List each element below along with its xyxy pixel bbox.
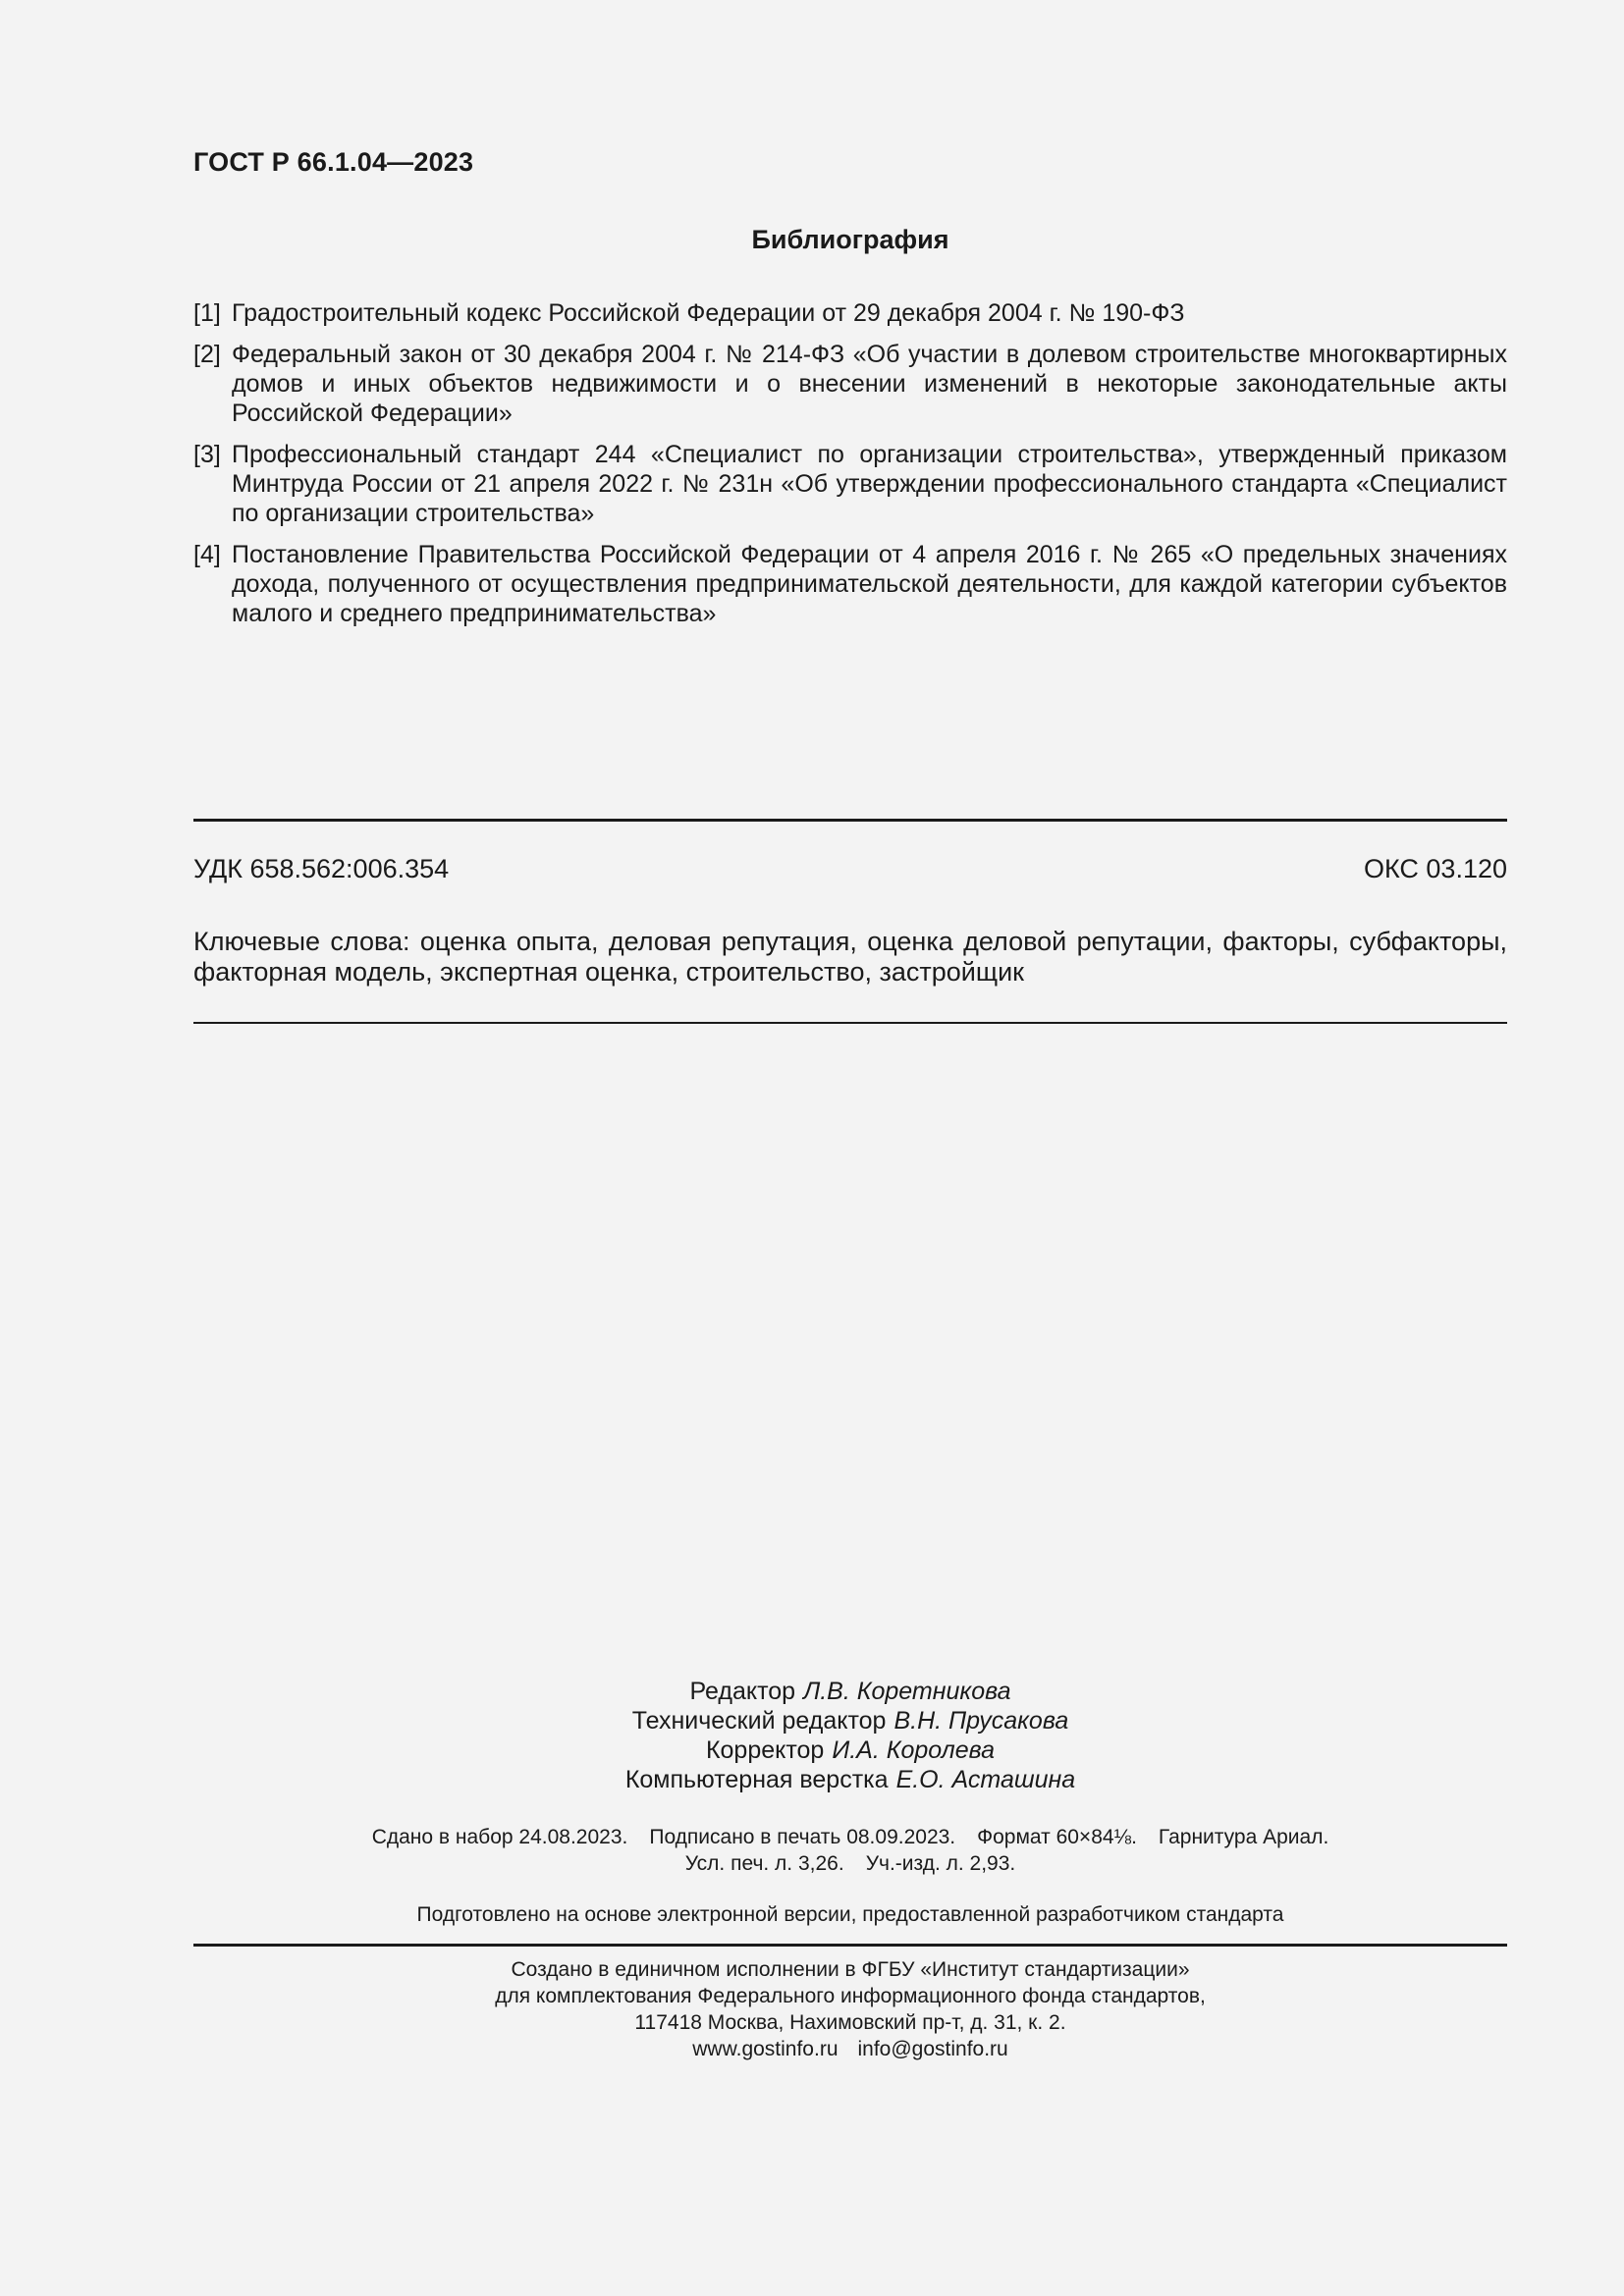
section-divider — [193, 819, 1507, 822]
document-code: ГОСТ Р 66.1.04—2023 — [193, 147, 474, 177]
paper-format: Формат 60×84⅛. — [977, 1826, 1137, 1848]
bibliography-item — [193, 540, 1507, 628]
credits-block — [193, 1677, 1507, 1794]
bibliography-item-number: [4] — [193, 541, 221, 568]
credit-line — [193, 1677, 1507, 1706]
udk-code: УДК 658.562:006.354 — [193, 854, 450, 883]
email-link[interactable]: info@gostinfo.ru — [857, 2038, 1008, 2060]
publisher-line: Создано в единичном исполнении в ФГБУ «Институт стандартизации» — [511, 1958, 1190, 1981]
credit-name: И.А. Королева — [832, 1736, 996, 1764]
publisher-sheets: Уч.-изд. л. 2,93. — [865, 1852, 1016, 1875]
prepared-note: Подготовлено на основе электронной версии, предоставленной разработчиком стандарта — [416, 1903, 1284, 1926]
bibliography-item — [193, 340, 1507, 428]
credit-role: Компьютерная верстка — [624, 1766, 889, 1793]
credit-name: Л.В. Коретникова — [803, 1678, 1011, 1705]
publisher-contacts — [193, 2036, 1507, 2062]
document-page — [193, 0, 1507, 2296]
credit-line — [193, 1706, 1507, 1735]
bibliography-item — [193, 440, 1507, 528]
signed-date: Подписано в печать 08.09.2023. — [649, 1826, 956, 1848]
submitted-date: Сдано в набор 24.08.2023. — [371, 1826, 628, 1848]
credit-role: Технический редактор — [631, 1707, 887, 1735]
bibliography-item-text: Профессиональный стандарт 244 «Специалист по организации строительства», утвержденный приказом Минтруда России от 21 апреля 2022 г. № 231н «Об утверждении профессионального стандарта «Специалист по организации строительства» — [232, 441, 1507, 527]
bibliography-list — [193, 298, 1507, 640]
oks-code: ОКС 03.120 — [1363, 854, 1507, 883]
section-divider — [193, 1022, 1507, 1024]
bibliography-item — [193, 298, 1507, 328]
bibliography-item-number: [2] — [193, 341, 221, 368]
print-info-line — [193, 1824, 1507, 1850]
credit-name: Е.О. Асташина — [895, 1766, 1076, 1793]
credit-line — [193, 1735, 1507, 1765]
publisher-address: 117418 Москва, Нахимовский пр-т, д. 31, к. 2. — [634, 2011, 1066, 2034]
bibliography-item-text: Федеральный закон от 30 декабря 2004 г. № 214-ФЗ «Об участии в долевом строительстве многоквартирных домов и иных объектов недвижимости и о внесении изменений в некоторые законодательные акты Российской Федерации» — [232, 341, 1507, 427]
credit-name: В.Н. Прусакова — [893, 1707, 1069, 1735]
publisher-block — [193, 1956, 1507, 2062]
bibliography-item-text: Постановление Правительства Российской Федерации от 4 апреля 2016 г. № 265 «О предельных значениях дохода, полученного от осуществления предпринимательской деятельности, для каждой категории субъектов малого и среднего предпринимательства» — [232, 541, 1507, 627]
bibliography-item-number: [3] — [193, 441, 221, 468]
print-info — [193, 1824, 1507, 1877]
credit-line — [193, 1765, 1507, 1794]
keywords: Ключевые слова: оценка опыта, деловая репутация, оценка деловой репутации, факторы, субфакторы, факторная модель, экспертная оценка, строительство, застройщик — [193, 927, 1507, 987]
print-sheets: Усл. печ. л. 3,26. — [684, 1852, 844, 1875]
bibliography-title: Библиография — [751, 225, 949, 254]
print-info-line — [193, 1850, 1507, 1877]
publisher-line: для комплектования Федерального информационного фонда стандартов, — [495, 1985, 1206, 2007]
section-divider — [193, 1944, 1507, 1947]
typeface-info: Гарнитура Ариал. — [1158, 1826, 1329, 1848]
credit-role: Редактор — [689, 1678, 796, 1705]
bibliography-item-number: [1] — [193, 299, 221, 327]
credit-role: Корректор — [705, 1736, 825, 1764]
website-link[interactable]: www.gostinfo.ru — [692, 2038, 839, 2060]
bibliography-item-text: Градостроительный кодекс Российской Федерации от 29 декабря 2004 г. № 190-ФЗ — [232, 299, 1185, 327]
